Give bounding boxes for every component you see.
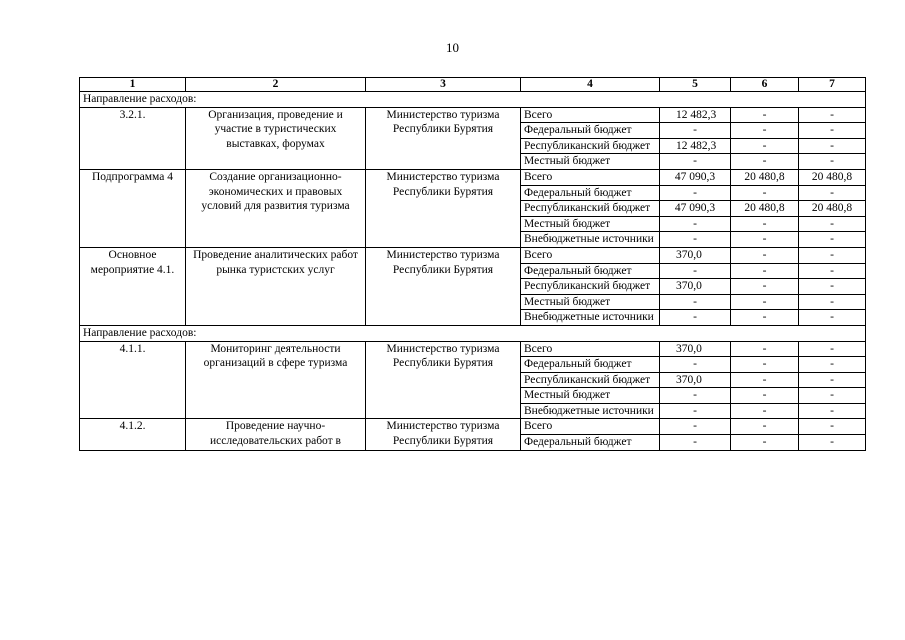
source-republic: Республиканский бюджет [521, 138, 660, 154]
source-federal: Федеральный бюджет [521, 263, 660, 279]
source-local: Местный бюджет [521, 154, 660, 170]
value-cell: - [731, 279, 799, 295]
row-ministry: Министерство туризма Республики Бурятия [366, 341, 521, 419]
col-header-7: 7 [799, 78, 866, 92]
col-header-4: 4 [521, 78, 660, 92]
page-number: 10 [446, 40, 459, 55]
value-cell: 12 482,3 [660, 107, 731, 123]
row-code: 4.1.2. [80, 419, 186, 450]
value-cell: - [799, 372, 866, 388]
budget-table [79, 77, 866, 451]
row-code: 4.1.1. [80, 341, 186, 419]
value-cell: - [731, 294, 799, 310]
value-cell: 20 480,8 [731, 201, 799, 217]
value-cell: - [660, 310, 731, 326]
value-cell: - [799, 279, 866, 295]
section-label: Направление расходов: [80, 92, 866, 108]
value-cell: - [799, 247, 866, 263]
value-cell: - [660, 435, 731, 451]
source-local: Местный бюджет [521, 294, 660, 310]
value-cell: 20 480,8 [731, 169, 799, 185]
row-name: Проведение научно-исследовательских работ в [186, 419, 366, 450]
value-cell: - [660, 216, 731, 232]
source-total: Всего [521, 247, 660, 263]
value-cell: - [660, 357, 731, 373]
source-federal: Федеральный бюджет [521, 185, 660, 201]
value-cell: - [799, 310, 866, 326]
table-row [80, 247, 866, 263]
col-header-6: 6 [731, 78, 799, 92]
value-cell: - [660, 154, 731, 170]
row-ministry: Министерство туризма Республики Бурятия [366, 107, 521, 169]
source-republic: Республиканский бюджет [521, 279, 660, 295]
source-republic: Республиканский бюджет [521, 201, 660, 217]
table-row [80, 341, 866, 357]
source-extra: Внебюджетные источники [521, 232, 660, 248]
value-cell: - [731, 419, 799, 435]
value-cell: - [660, 403, 731, 419]
value-cell: - [799, 357, 866, 373]
value-cell: - [799, 341, 866, 357]
value-cell: - [660, 263, 731, 279]
value-cell: - [799, 154, 866, 170]
value-cell: - [731, 107, 799, 123]
col-header-5: 5 [660, 78, 731, 92]
source-extra: Внебюджетные источники [521, 310, 660, 326]
row-ministry: Министерство туризма Республики Бурятия [366, 419, 521, 450]
value-cell: - [731, 372, 799, 388]
value-cell: 47 090,3 [660, 201, 731, 217]
source-federal: Федеральный бюджет [521, 357, 660, 373]
value-cell: - [799, 403, 866, 419]
section-label: Направление расходов: [80, 325, 866, 341]
value-cell: 47 090,3 [660, 169, 731, 185]
row-name: Проведение аналитических работ рынка туристских услуг [186, 247, 366, 325]
value-cell: - [731, 123, 799, 139]
value-cell: - [799, 419, 866, 435]
value-cell: - [660, 294, 731, 310]
value-cell: - [660, 419, 731, 435]
source-total: Всего [521, 107, 660, 123]
table-row [80, 169, 866, 185]
value-cell: - [731, 388, 799, 404]
row-code: 3.2.1. [80, 107, 186, 169]
value-cell: - [660, 123, 731, 139]
table-row [80, 107, 866, 123]
source-federal: Федеральный бюджет [521, 435, 660, 451]
value-cell: - [799, 435, 866, 451]
section-row [80, 325, 866, 341]
value-cell: - [799, 294, 866, 310]
row-ministry: Министерство туризма Республики Бурятия [366, 169, 521, 247]
value-cell: - [731, 185, 799, 201]
value-cell: - [731, 247, 799, 263]
value-cell: 370,0 [660, 341, 731, 357]
value-cell: - [799, 388, 866, 404]
value-cell: - [799, 216, 866, 232]
col-header-2: 2 [186, 78, 366, 92]
source-extra: Внебюджетные источники [521, 403, 660, 419]
source-total: Всего [521, 419, 660, 435]
row-name: Создание организационно-экономических и правовых условий для развития туризма [186, 169, 366, 247]
value-cell: - [731, 263, 799, 279]
value-cell: - [731, 138, 799, 154]
value-cell: - [731, 232, 799, 248]
value-cell: - [799, 138, 866, 154]
value-cell: - [799, 123, 866, 139]
value-cell: - [731, 435, 799, 451]
col-header-1: 1 [80, 78, 186, 92]
source-federal: Федеральный бюджет [521, 123, 660, 139]
section-row [80, 92, 866, 108]
source-republic: Республиканский бюджет [521, 372, 660, 388]
value-cell: - [660, 232, 731, 248]
value-cell: - [660, 388, 731, 404]
value-cell: - [799, 232, 866, 248]
value-cell: 12 482,3 [660, 138, 731, 154]
value-cell: 370,0 [660, 247, 731, 263]
header-row [80, 78, 866, 92]
table-row [80, 419, 866, 435]
source-local: Местный бюджет [521, 216, 660, 232]
value-cell: 370,0 [660, 372, 731, 388]
value-cell: - [731, 310, 799, 326]
value-cell: - [731, 403, 799, 419]
value-cell: 20 480,8 [799, 201, 866, 217]
row-ministry: Министерство туризма Республики Бурятия [366, 247, 521, 325]
value-cell: 20 480,8 [799, 169, 866, 185]
col-header-3: 3 [366, 78, 521, 92]
value-cell: - [731, 357, 799, 373]
row-name: Организация, проведение и участие в туристических выставках, форумах [186, 107, 366, 169]
value-cell: - [660, 185, 731, 201]
value-cell: - [799, 263, 866, 279]
source-total: Всего [521, 169, 660, 185]
row-code: Подпрограмма 4 [80, 169, 186, 247]
value-cell: - [799, 107, 866, 123]
value-cell: - [731, 216, 799, 232]
value-cell: 370,0 [660, 279, 731, 295]
source-total: Всего [521, 341, 660, 357]
value-cell: - [731, 154, 799, 170]
row-name: Мониторинг деятельности организаций в сфере туризма [186, 341, 366, 419]
row-code: Основное мероприятие 4.1. [80, 247, 186, 325]
value-cell: - [799, 185, 866, 201]
source-local: Местный бюджет [521, 388, 660, 404]
value-cell: - [731, 341, 799, 357]
